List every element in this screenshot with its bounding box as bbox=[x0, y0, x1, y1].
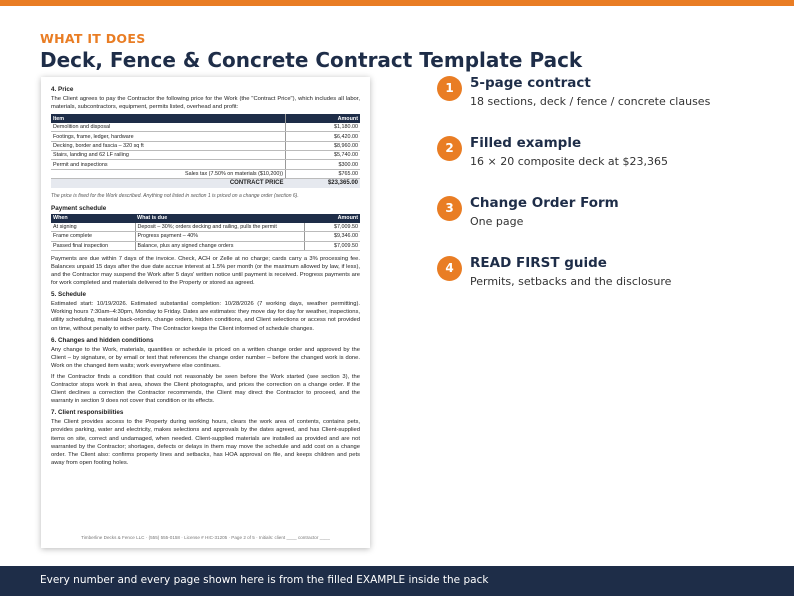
price-table bbox=[51, 114, 360, 187]
price-amount: $6,420.00 bbox=[286, 132, 361, 141]
payment-header-what: What is due bbox=[135, 214, 304, 223]
price-amount: $1,180.00 bbox=[286, 123, 361, 132]
price-amount: $5,740.00 bbox=[286, 151, 361, 160]
feature-title: 5-page contract bbox=[470, 75, 591, 91]
price-intro: The Client agrees to pay the Contractor the following price for the Work (the "Contract Price"), which includes all labor, materials, subcontractors, equipment, permits listed, overhead and profit: bbox=[51, 96, 360, 111]
total-amount: $23,365.00 bbox=[286, 179, 361, 188]
price-table-header-item: Item bbox=[51, 114, 286, 123]
table-row bbox=[51, 223, 360, 232]
payment-header-when: When bbox=[51, 214, 135, 223]
price-heading: 4. Price bbox=[51, 86, 74, 93]
payment-amount: $7,009.50 bbox=[304, 241, 360, 250]
total-row bbox=[51, 179, 360, 188]
payment-what: Deposit – 30%; orders decking and railing, pulls the permit bbox=[135, 223, 304, 232]
price-note: The price is fixed for the Work described. Anything not listed in section 1 is priced on a change order (section 6). bbox=[51, 192, 299, 199]
table-row bbox=[51, 141, 360, 150]
bottom-banner bbox=[0, 566, 794, 596]
feature-item bbox=[437, 134, 767, 184]
payment-heading: Payment schedule bbox=[51, 204, 107, 212]
changes-text-1: Any change to the Work, materials, quantities or schedule is priced on a written change order and approved by the Client – by signature, or by email or text that references the change order number – before the changed work is done. Work on the changed item waits; work everywhere else continues. bbox=[51, 346, 360, 369]
changes-text-2: If the Contractor finds a condition that could not reasonably be seen before the Work started (see section 3), the Contractor stops work in that area, shows the Client photographs, and prices the correction on a change order. If the Client declines a correction the Contractor recommends, the Client may direct the Contractor to proceed, and the warranty in section 9 does not cover that condition or its effects. bbox=[51, 373, 360, 405]
price-amount: $300.00 bbox=[286, 160, 361, 169]
feature-subtitle: Permits, setbacks and the disclosure bbox=[470, 275, 672, 288]
payment-amount: $9,346.00 bbox=[304, 232, 360, 241]
feature-item bbox=[437, 254, 767, 304]
contract-page-preview bbox=[41, 77, 370, 548]
price-item: Permit and inspections bbox=[51, 160, 286, 169]
feature-title: Filled example bbox=[470, 135, 582, 151]
table-row bbox=[51, 132, 360, 141]
feature-subtitle: 16 × 20 composite deck at $23,365 bbox=[470, 155, 668, 168]
page-title: Deck, Fence & Concrete Contract Template Pack bbox=[40, 48, 583, 72]
price-table-header-amount: Amount bbox=[286, 114, 361, 123]
price-item: Demolition and disposal bbox=[51, 123, 286, 132]
payment-when: Passed final inspection bbox=[51, 241, 135, 250]
payment-table bbox=[51, 214, 360, 251]
tax-label: Sales tax (7.50% on materials ($10,200)) bbox=[51, 169, 286, 178]
table-row bbox=[51, 160, 360, 169]
feature-subtitle: 18 sections, deck / fence / concrete clauses bbox=[470, 95, 711, 108]
price-item: Footings, frame, ledger, hardware bbox=[51, 132, 286, 141]
feature-title: Change Order Form bbox=[470, 195, 619, 211]
payment-when: At signing bbox=[51, 223, 135, 232]
payment-what: Balance, plus any signed change orders bbox=[135, 241, 304, 250]
price-item: Stairs, landing and 62 LF railing bbox=[51, 151, 286, 160]
schedule-text: Estimated start: 10/19/2026. Estimated substantial completion: 10/28/2026 (7 working days, weather permitting). Working hours 7:30am–4:30pm, Monday to Friday. Dates are estimates: they move day for day for weather, inspections, utility scheduling, material back-orders, change orders, hidden conditions, and Client selections or access not provided on time, without penalty to either party. The Contractor keeps the Client informed of schedule changes. bbox=[51, 301, 360, 332]
section-eyebrow: WHAT IT DOES bbox=[40, 31, 146, 46]
feature-subtitle: One page bbox=[470, 215, 524, 228]
page-footer: Timberline Decks & Fence LLC · (555) 555-0158 · License # HIC-31205 · Page 2 of 5 · Initials: client ____ contractor ____ bbox=[81, 535, 330, 540]
feature-item bbox=[437, 74, 767, 124]
table-row bbox=[51, 241, 360, 250]
client-text: The Client provides access to the Property during working hours, clears the work area of contents, contains pets, provides parking, water and electricity, makes selections and approvals by the dates agreed, and has Client-supplied items on site, correct and undamaged, when needed. Client-supplied materials are installed as provided and are not warranted by the Contractor; shortages, defects or delays in them may move the schedule and add cost on a change order. The Client also: confirms property lines and setbacks, has HOA approval on file, and keeps children and pets away from open footing holes. bbox=[51, 419, 360, 466]
bottom-banner-text: Every number and every page shown here is from the filled EXAMPLE inside the pack bbox=[40, 574, 489, 586]
number-badge: 3 bbox=[437, 196, 462, 221]
feature-title: READ FIRST guide bbox=[470, 255, 607, 271]
number-badge: 1 bbox=[437, 76, 462, 101]
tax-amount: $765.00 bbox=[286, 169, 361, 178]
payment-terms: Payments are due within 7 days of the invoice. Check, ACH or Zelle at no charge; cards carry a 3% processing fee. Balances unpaid 15 days after the due date accrue interest at 1.5% per month (or the maximum allowed by law, if less), and the Contractor may suspend the Work after 5 days' written notice until payment is received. Progress payments are for work completed and materials delivered to the Property or stored as agreed. bbox=[51, 255, 360, 287]
price-amount: $8,960.00 bbox=[286, 141, 361, 150]
price-item: Decking, border and fascia – 320 sq ft bbox=[51, 141, 286, 150]
schedule-heading: 5. Schedule bbox=[51, 291, 86, 299]
client-heading: 7. Client responsibilities bbox=[51, 409, 124, 417]
total-label: CONTRACT PRICE bbox=[51, 179, 286, 188]
feature-item bbox=[437, 194, 767, 244]
table-row bbox=[51, 232, 360, 241]
table-row bbox=[51, 123, 360, 132]
number-badge: 2 bbox=[437, 136, 462, 161]
table-row bbox=[51, 151, 360, 160]
payment-when: Frame complete bbox=[51, 232, 135, 241]
top-accent-bar bbox=[0, 0, 794, 6]
payment-header-amount: Amount bbox=[304, 214, 360, 223]
changes-heading: 6. Changes and hidden conditions bbox=[51, 336, 154, 344]
payment-amount: $7,009.50 bbox=[304, 223, 360, 232]
number-badge: 4 bbox=[437, 256, 462, 281]
payment-what: Progress payment – 40% bbox=[135, 232, 304, 241]
tax-row bbox=[51, 169, 360, 178]
